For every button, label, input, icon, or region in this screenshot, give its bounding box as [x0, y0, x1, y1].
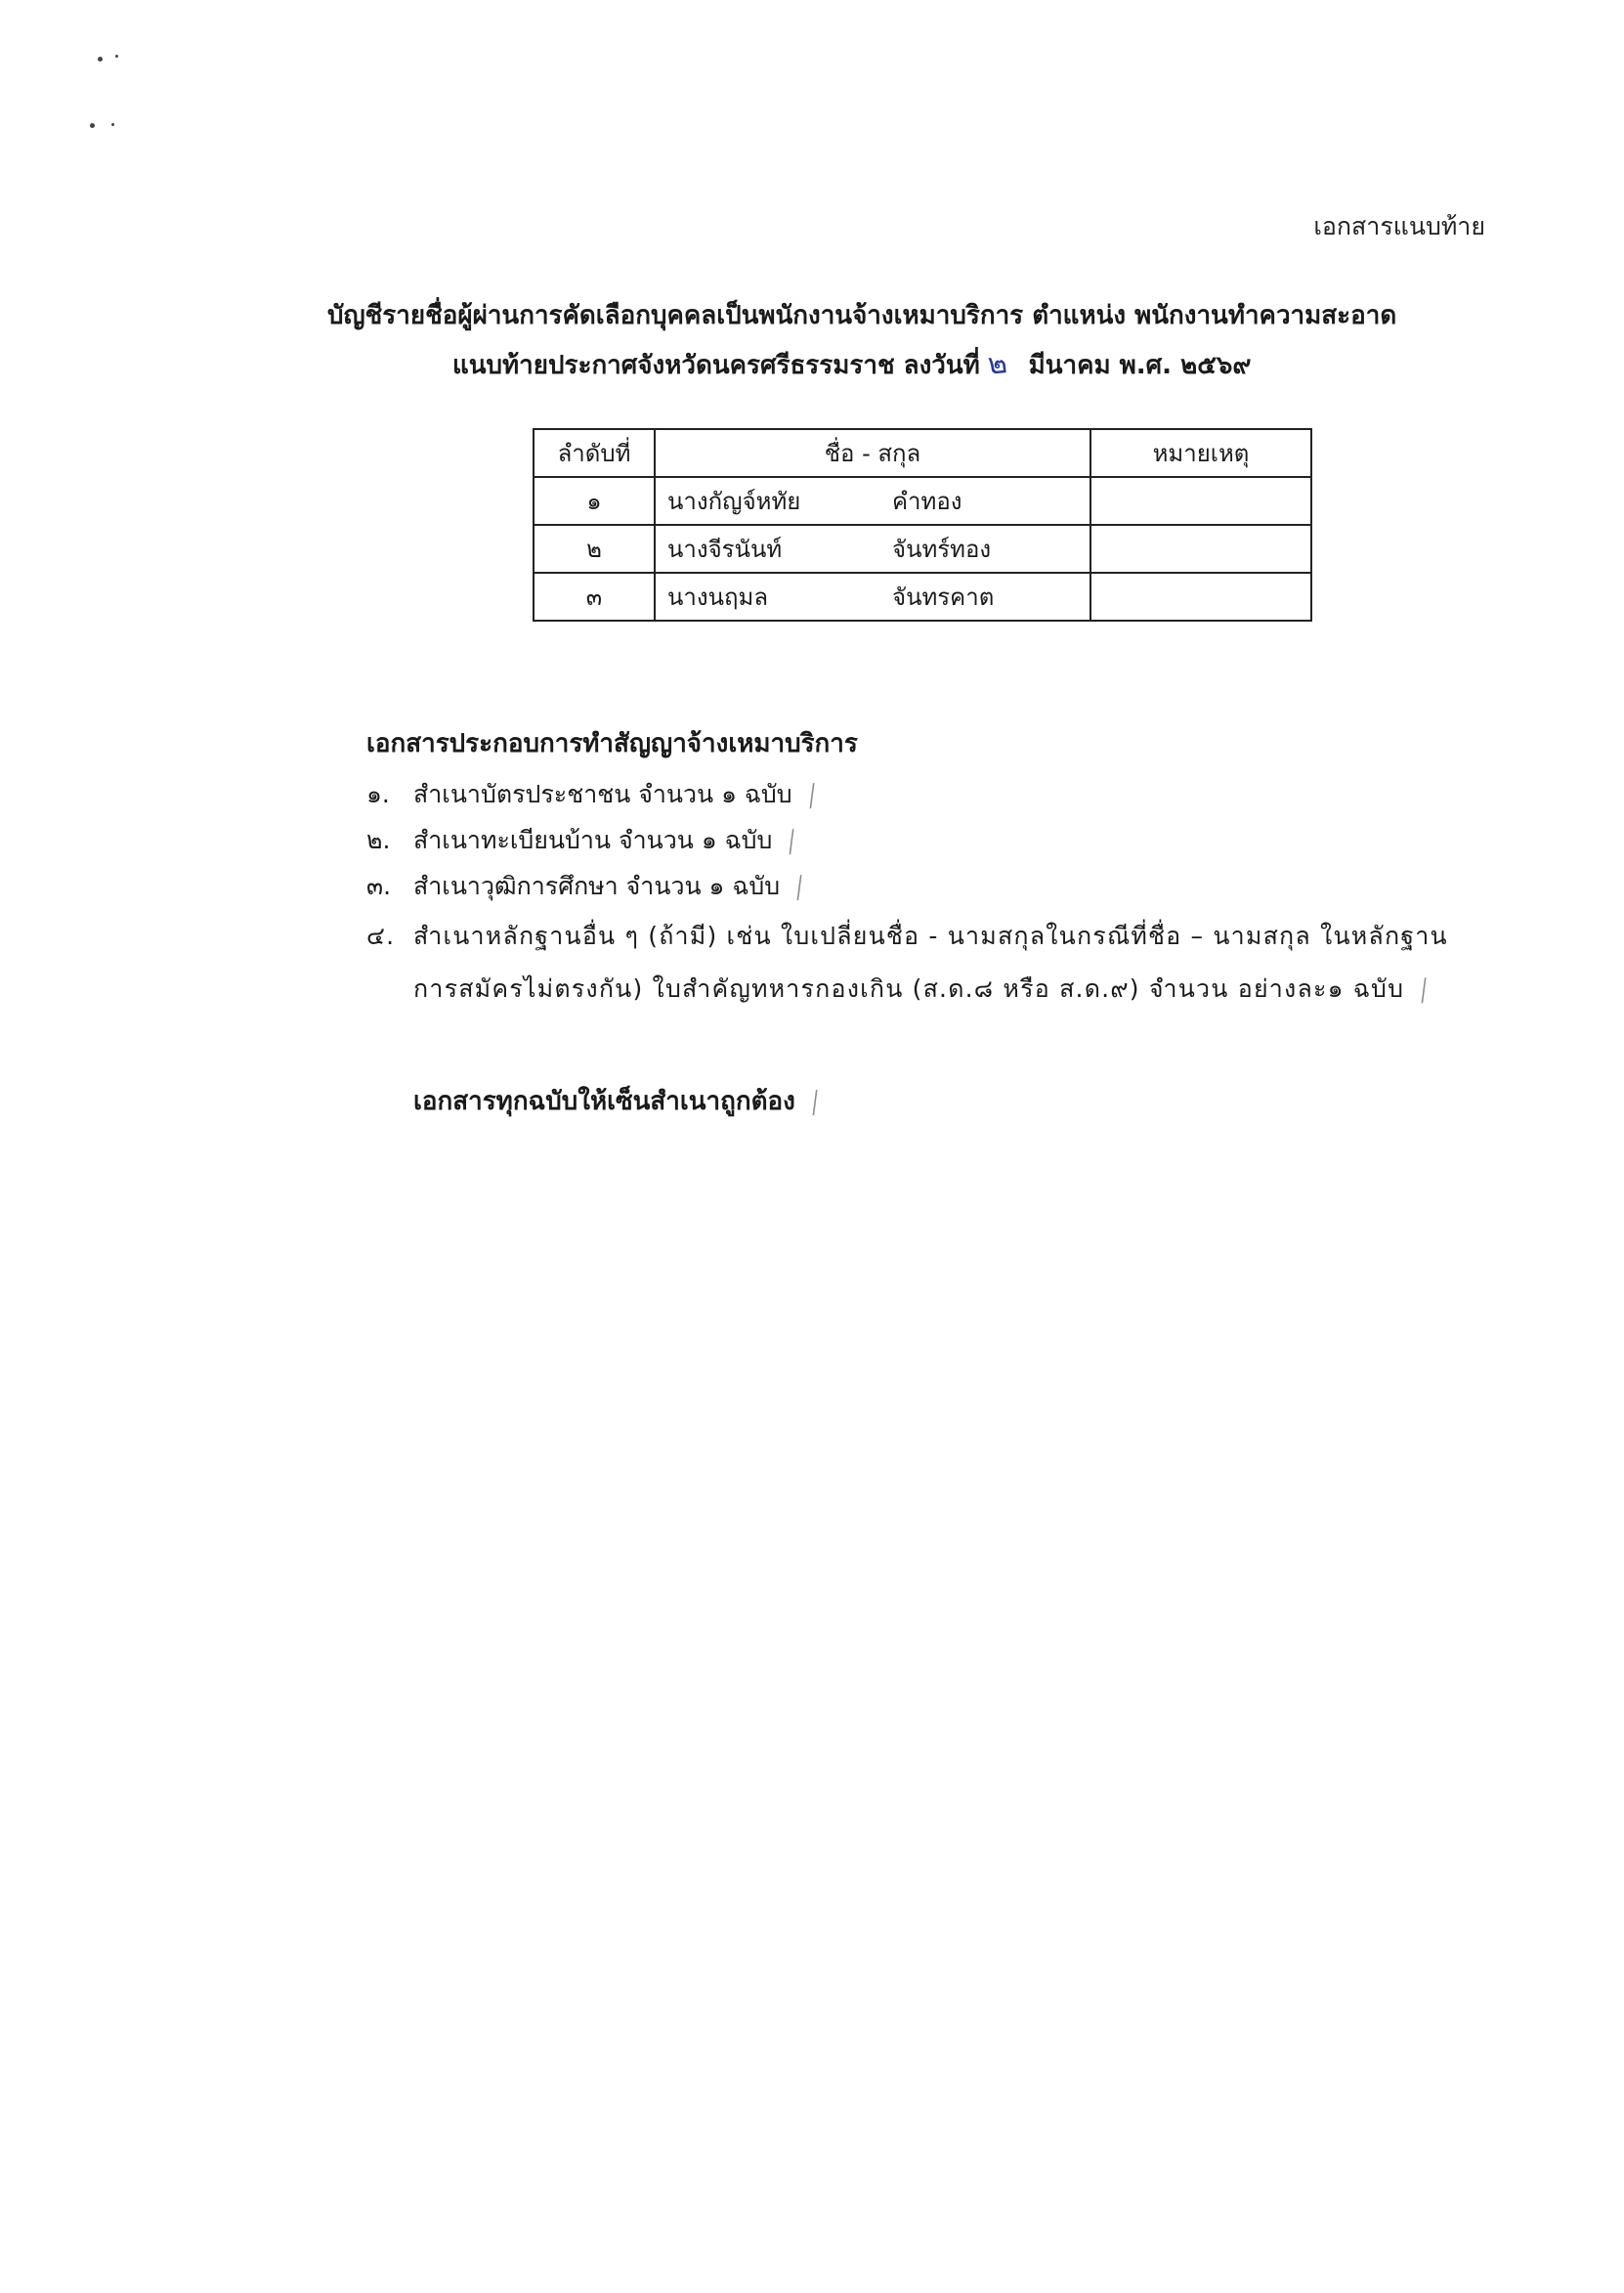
first-name: นางจีรนันท์ [667, 536, 783, 563]
row-name [655, 525, 1090, 573]
list-item [366, 772, 1451, 818]
first-name: นางกัญจ์หทัย [667, 488, 801, 515]
item-text: สำเนาทะเบียนบ้าน จำนวน ๑ ฉบับ [413, 826, 773, 854]
title-line-2 [452, 340, 1251, 390]
row-number: ๓ [534, 573, 655, 621]
item-number: ๓. [366, 872, 392, 900]
item-text: สำเนาบัตรประชาชน จำนวน ๑ ฉบับ [413, 780, 792, 808]
scan-mark [115, 55, 118, 58]
check-mark-icon: ╱ [805, 1089, 825, 1116]
row-note [1090, 525, 1311, 573]
table-header-row [534, 429, 1311, 477]
handwritten-day: ๒ [985, 346, 1009, 382]
list-item [366, 864, 1451, 910]
item-text: สำเนาวุฒิการศึกษา จำนวน ๑ ฉบับ [413, 872, 781, 900]
table-row [534, 477, 1311, 525]
last-name: คำทอง [892, 488, 962, 515]
closing-text: เอกสารทุกฉบับให้เซ็นสำเนาถูกต้อง [413, 1087, 795, 1116]
documents-list [366, 772, 1451, 1017]
closing-note [413, 1081, 825, 1121]
row-number: ๑ [534, 477, 655, 525]
item-text: สำเนาหลักฐานอื่น ๆ (ถ้ามี) เช่น ใบเปลี่ยนชื่อ - นามสกุลในกรณีที่ชื่อ – นามสกุล ในหลักฐานการสมัครไม่ตรงกัน) ใบสำคัญทหารกองเกิน (ส.ด.๘ หรือ ส.ด.๙) จำนวน อย่างละ๑ ฉบับ [413, 922, 1448, 1003]
check-mark-icon: ╱ [790, 874, 809, 901]
table-row [534, 573, 1311, 621]
title-line-2-prefix: แนบท้ายประกาศจังหวัดนครศรีธรรมราช ลงวันที่ [452, 351, 980, 380]
list-item [366, 818, 1451, 864]
header-order: ลำดับที่ [534, 429, 655, 477]
last-name: จันทรคาต [892, 584, 995, 611]
check-mark-icon: ╱ [801, 782, 822, 809]
title-line-2-suffix: มีนาคม พ.ศ. ๒๕๖๙ [1028, 351, 1252, 380]
item-number: ๑. [366, 780, 390, 808]
header-note: หมายเหตุ [1090, 429, 1311, 477]
table-row [534, 525, 1311, 573]
scan-mark [98, 57, 103, 62]
last-name: จันทร์ทอง [892, 536, 992, 563]
list-item [366, 910, 1451, 1017]
row-name [655, 477, 1090, 525]
check-mark-icon: ╱ [1414, 976, 1435, 1004]
row-number: ๒ [534, 525, 655, 573]
header-name: ชื่อ - สกุล [655, 429, 1090, 477]
scan-mark [111, 123, 114, 126]
row-note [1090, 573, 1311, 621]
candidate-table [533, 428, 1312, 622]
documents-heading: เอกสารประกอบการทำสัญญาจ้างเหมาบริการ [366, 729, 858, 758]
row-name [655, 573, 1090, 621]
item-number: ๔. [366, 922, 396, 950]
title-line-1: บัญชีรายชื่อผู้ผ่านการคัดเลือกบุคคลเป็นพนักงานจ้างเหมาบริการ ตำแหน่ง พนักงานทำความสะอาด [327, 301, 1397, 330]
check-mark-icon: ╱ [782, 828, 802, 855]
attachment-label: เอกสารแนบท้าย [1313, 212, 1485, 240]
row-note [1090, 477, 1311, 525]
scan-mark [90, 123, 95, 128]
item-number: ๒. [366, 826, 391, 854]
first-name: นางนฤมล [667, 584, 769, 611]
